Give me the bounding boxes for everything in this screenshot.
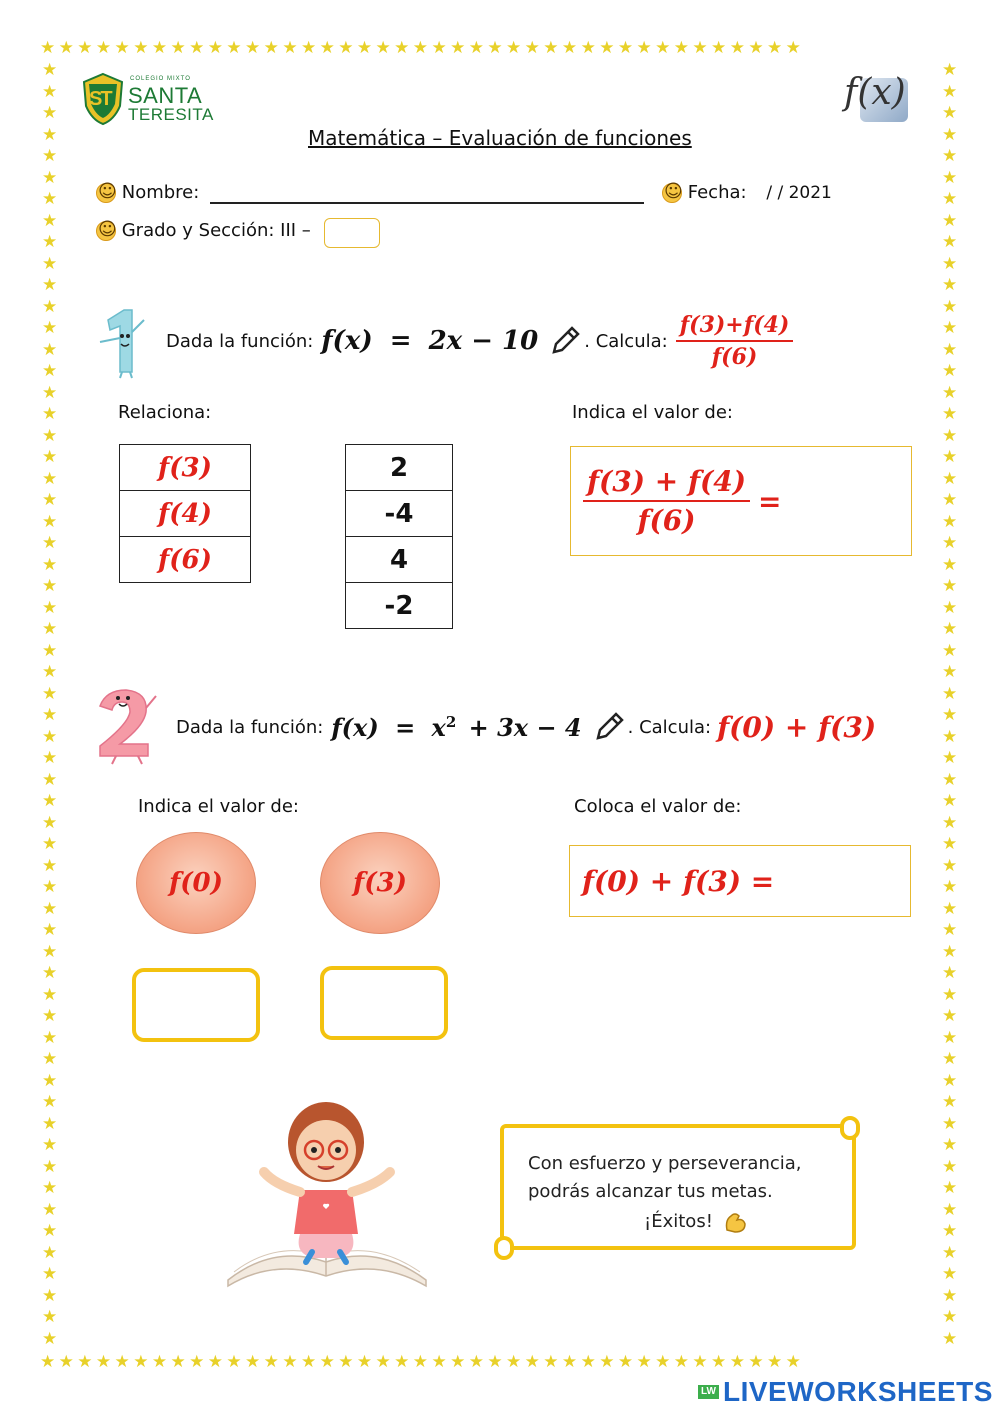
school-small-text: COLEGIO MIXTO [130,76,191,82]
q1-calc-fraction [676,312,794,370]
name-label: Nombre: [121,182,200,203]
q2-oval-text: f(3) [353,868,407,898]
q1-left-item[interactable]: f(6) [120,537,251,583]
q2-answer-input[interactable] [132,968,260,1042]
q2-calc-label: . Calcula: [627,716,712,738]
star-border-right: ★ ★ ★ ★ ★ ★ ★ ★ ★ ★ ★ ★ ★ ★ ★ ★ ★ ★ ★ ★ ★ ★ ★ ★ ★ ★ ★ ★ ★ ★ ★ ★ ★ ★ ★ ★ ★ ★ ★ ★ ★ ★ ★ ★ ★ ★ ★ ★ ★ ★ ★ ★ ★ ★ ★ ★ ★ ★ ★ ★ [942,60,958,1349]
star-border-top: ★★★★★★★★★★★★★★★★★★★★★★★★★★★★★★★★★★★★★★★★★ [40,40,805,58]
q1-calc-num: f(3)+f(4) [676,312,794,342]
message-line1: Con esfuerzo y perseverancia, [528,1153,802,1174]
lw-mark: LW [698,1385,719,1399]
smiley-icon [96,183,116,203]
scroll-curl-bottom [494,1236,514,1260]
number-two-icon [92,686,162,766]
q1-prompt [166,306,793,376]
q2-function-rhs-a: x [431,712,446,742]
q1-left-item[interactable]: f(4) [120,491,251,537]
q2-calc-expr: f(0) + f(3) [717,710,877,744]
message-line3: ¡Éxitos! [644,1211,713,1232]
pencil-icon [548,324,582,358]
q1-answer-box[interactable] [570,446,912,556]
message-line2: podrás alcanzar tus metas. [528,1181,773,1202]
q1-function-rhs: 2x − 10 [428,326,539,356]
smiley-icon [96,221,116,241]
liveworksheets-text: LIVEWORKSHEETS [723,1376,993,1407]
q1-left-item[interactable]: f(3) [120,445,251,491]
school-crest-mark: ST [89,88,111,110]
date-label: Fecha: [687,182,747,203]
q2-prompt [176,700,876,754]
q1-value-label: Indica el valor de: [572,402,733,423]
number-one-icon [90,306,154,380]
girl-reading-illustration [224,1094,430,1290]
q1-function [321,326,538,356]
q2-function-exponent: 2 [445,712,457,731]
q2-function-rhs-b: + 3x − 4 [468,712,582,742]
q2-prompt-prefix: Dada la función: [176,716,324,738]
star-border-bottom: ★★★★★★★★★★★★★★★★★★★★★★★★★★★★★★★★★★★★★★★★★ [40,1354,805,1372]
q2-answer-box[interactable] [569,845,911,917]
school-logo [82,72,212,132]
q2-answer-expr: f(0) + f(3) = [582,864,775,898]
number-two-character [92,686,162,766]
fx-badge [840,72,920,124]
q2-function [331,713,581,742]
q2-oval [320,832,440,934]
scroll-curl-top [840,1116,860,1140]
q1-function-eq: = [389,326,412,356]
name-input-line[interactable] [210,202,644,204]
q2-oval-text: f(0) [169,868,223,898]
q1-answer-fraction [583,465,750,537]
liveworksheets-brand [698,1376,993,1408]
q2-oval [136,832,256,934]
grade-label: Grado y Sección: III – [121,220,311,241]
q1-answer-num: f(3) + f(4) [583,465,750,502]
section-input[interactable] [324,218,380,248]
q1-prompt-prefix: Dada la función: [166,330,314,352]
fx-badge-text: f(x) [844,72,906,113]
message-line3-row [644,1208,749,1236]
flexed-biceps-icon [723,1210,749,1234]
q2-place-label: Coloca el valor de: [574,796,742,817]
q1-calc-den: f(6) [711,344,758,370]
q1-relate-label: Relaciona: [118,402,212,423]
page-title: Matemática – Evaluación de funciones [308,126,692,150]
q1-right-table [345,444,453,629]
name-row [96,182,199,203]
number-one-character [90,306,154,380]
q1-left-table [119,444,251,583]
school-name-line1: SANTA [128,83,203,108]
pencil-icon [592,710,626,744]
q2-value-label: Indica el valor de: [138,796,299,817]
date-row [662,182,832,203]
motivational-scroll [500,1124,856,1250]
date-value: / / 2021 [766,183,832,203]
school-name-line2: TERESITA [128,105,214,124]
girl-reading-icon [224,1094,430,1290]
q1-right-item[interactable]: 2 [346,445,453,491]
q2-function-lhs: f(x) [331,712,379,742]
q1-right-item[interactable]: -2 [346,583,453,629]
liveworksheets-logo-icon [698,1385,719,1399]
grade-row [96,220,311,241]
q1-function-lhs: f(x) [321,326,373,356]
star-border-left: ★ ★ ★ ★ ★ ★ ★ ★ ★ ★ ★ ★ ★ ★ ★ ★ ★ ★ ★ ★ ★ ★ ★ ★ ★ ★ ★ ★ ★ ★ ★ ★ ★ ★ ★ ★ ★ ★ ★ ★ ★ ★ ★ ★ ★ ★ ★ ★ ★ ★ ★ ★ ★ ★ ★ ★ ★ ★ ★ ★ [42,60,58,1349]
q2-function-eq: = [395,712,416,742]
q1-calc-label: . Calcula: [584,330,668,352]
q1-answer-eq: = [758,484,782,518]
q1-right-item[interactable]: 4 [346,537,453,583]
q1-right-item[interactable]: -4 [346,491,453,537]
q2-answer-input[interactable] [320,966,448,1040]
q1-answer-den: f(6) [637,504,696,537]
smiley-icon [662,183,682,203]
